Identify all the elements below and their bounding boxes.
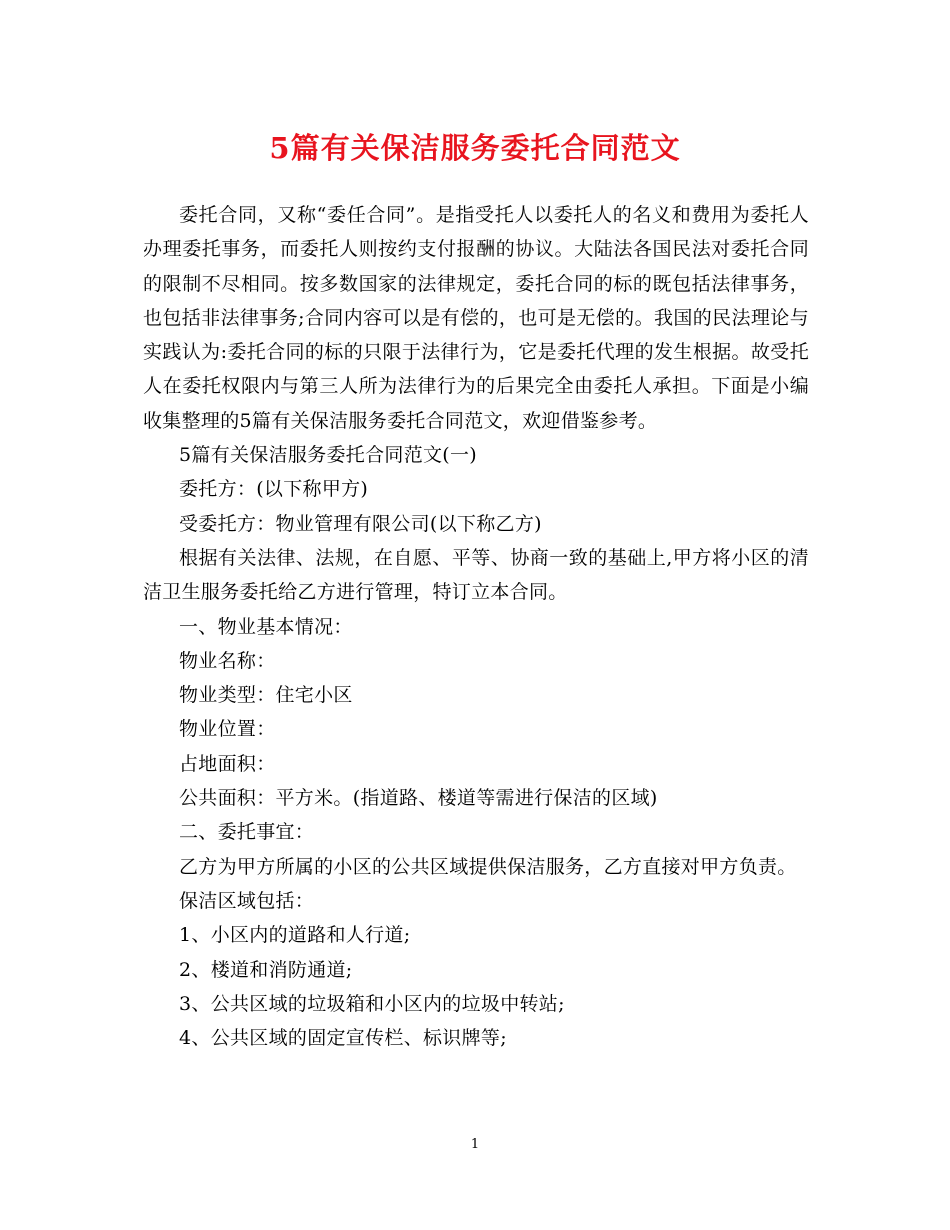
paragraph-client: 委托方：(以下称甲方) <box>179 478 369 501</box>
paragraph-land-area: 占地面积： <box>179 752 276 775</box>
paragraph-entrust-heading: 二、委托事宜： <box>179 821 315 844</box>
paragraph-basis: 根据有关法律、法规，在自愿、平等、协商一致的基础上,甲方将小区的清洁卫生服务委托给乙方进行管理，特订立本合同。 <box>143 546 809 604</box>
paragraph-entrust-desc: 乙方为甲方所属的小区的公共区域提供保洁服务，乙方直接对甲方负责。 <box>179 855 797 878</box>
document-title: 5篇有关保洁服务委托合同范文 <box>269 131 681 165</box>
paragraph-property-name: 物业名称： <box>179 649 276 672</box>
paragraph-section-heading: 5篇有关保洁服务委托合同范文(一) <box>179 444 478 467</box>
list-item: 4、公共区域的固定宣传栏、标识牌等; <box>179 1027 507 1050</box>
list-item: 2、楼道和消防通道; <box>179 958 353 981</box>
paragraph-intro: 委托合同，又称“委任合同”。是指受托人以委托人的名义和费用为委托人办理委托事务，而委托人则按约支付报酬的协议。大陆法各国民法对委托合同的限制不尽相同。按多数国家的法律规定，委托合同的标的既包括法律事务，也包括非法律事务;合同内容可以是有偿的，也可是无偿的。我国的民法理论与实践认为:委托合同的标的只限于法律行为，它是委托代理的发生根据。故受托人在委托权限内与第三人所为法律行为的后果完全由委托人承担。下面是小编收集整理的5篇有关保洁服务委托合同范文，欢迎借鉴参考。 <box>143 204 809 432</box>
paragraph-contractor: 受委托方：物业管理有限公司(以下称乙方) <box>179 512 542 535</box>
document-body <box>143 198 809 1055</box>
list-item: 3、公共区域的垃圾箱和小区内的垃圾中转站; <box>179 992 565 1015</box>
paragraph-property-type: 物业类型：住宅小区 <box>179 684 353 707</box>
paragraph-property-location: 物业位置： <box>179 718 276 741</box>
paragraph-property-heading: 一、物业基本情况： <box>179 615 353 638</box>
paragraph-cleaning-areas: 保洁区域包括： <box>179 889 315 912</box>
paragraph-public-area: 公共面积：平方米。(指道路、楼道等需进行保洁的区域) <box>179 787 658 810</box>
list-item: 1、小区内的道路和人行道; <box>179 924 411 947</box>
page-number: 1 <box>470 1137 480 1152</box>
